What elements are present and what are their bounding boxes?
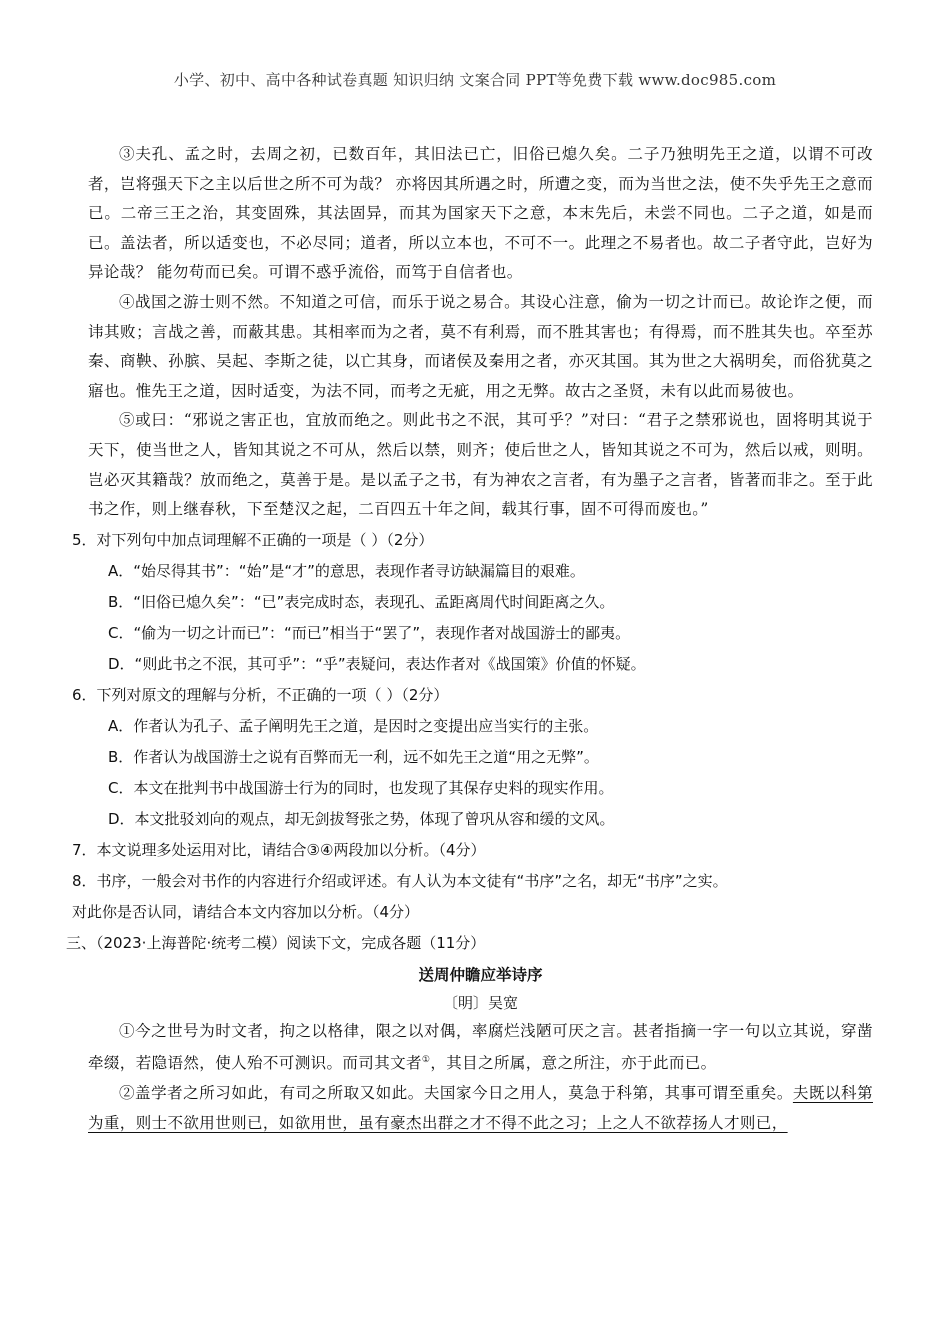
question-6-option-d: D．本文批驳刘向的观点，却无剑拔弩张之势，体现了曾巩从容和缓的文风。 [108,809,615,828]
passage-paragraph-5: ⑤或曰：“邪说之害正也，宜放而绝之。则此书之不泯，其可乎？”对曰：“君子之禁邪说也，固将明其说于天下，使当世之人，皆知其说之不可从，然后以禁，则齐；使后世之人，皆知其说之不可为，然后以戒，则明。岂必灭其籍哉？放而绝之，莫善于是。是以孟子之书，有为神农之言者，有为墨子之言者，皆著而非之。至于此书之作，则上继春秋，下至楚汉之起，二百四五十年之间，载其行事，固不可得而废也。” [88,411,873,519]
document-body [66,140,873,1138]
question-5-stem: 5．对下列句中加点词理解不正确的一项是（ ）（2分） [72,530,434,549]
passage-paragraph-3: ③夫孔、孟之时，去周之初，已数百年，其旧法已亡，旧俗已熄久矣。二子乃独明先王之道，以谓不可改者，岂将强天下之主以后世之所不可为哉？ 亦将因其所遇之时，所遭之变，而为当世之法，使不失乎先王之意而已。二帝三王之治，其变固殊，其法固异，而其为国家天下之意，本末先后，未尝不同也。二子之道，如是而已。盖法者，所以适变也，不必尽同；道者，所以立本也，不可不一。此理之不易者也。故二子者守此，岂好为异论哉？ 能勿苟而已矣。可谓不惑乎流俗，而笃于自信者也。 [88,145,873,282]
question-6-option-c: C．本文在批判书中战国游士行为的同时，也发现了其保存史料的现实作用。 [108,778,614,797]
poem-preface-author: 〔明〕吴宽 [442,993,518,1012]
question-8-line-1: 8．书序，一般会对书作的内容进行介绍或评述。有人认为本文徒有“书序”之名，却无“书序”之实。 [72,871,728,890]
question-5-option-a: A．“始尽得其书”：“始”是“才”的意思，表现作者寻访缺漏篇目的艰难。 [108,561,585,580]
passage-paragraph-4: ④战国之游士则不然。不知道之可信，而乐于说之易合。其设心注意，偷为一切之计而已。故论诈之便，而讳其败；言战之善，而蔽其患。其相率而为之者，莫不有利焉，而不胜其害也；有得焉，而不胜其失也。卒至苏秦、商鞅、孙膑、吴起、李斯之徒，以亡其身，而诸侯及秦用之者，亦灭其国。其为世之大祸明矣，而俗犹莫之寤也。惟先王之道，因时适变，为法不同，而考之无疵，用之无弊。故古之圣贤，未有以此而易彼也。 [88,292,873,400]
question-5-option-d: D．“则此书之不泯，其可乎”：“乎”表疑问，表达作者对《战国策》价值的怀疑。 [108,654,646,673]
question-8-line-2: 对此你是否认同，请结合本文内容加以分析。（4分） [72,902,420,921]
page-header: 小学、初中、高中各种试卷真题 知识归纳 文案合同 PPT等免费下载 www.doc985.com [173,71,777,89]
question-6-option-a: A．作者认为孔子、孟子阐明先王之道，是因时之变提出应当实行的主张。 [108,716,599,735]
question-5-option-c: C．“偷为一切之计而已”：“而已”相当于“罢了”，表现作者对战国游士的鄙夷。 [108,623,631,642]
question-5-option-b: B．“旧俗已熄久矣”：“已”表完成时态，表现孔、孟距离周代时间距离之久。 [108,592,615,611]
question-6-option-b: B．作者认为战国游士之说有百弊而无一利，远不如先王之道“用之无弊”。 [108,747,599,766]
poem-preface-title: 送周仲瞻应举诗序 [418,964,543,984]
section-3-paragraph-2: ②盖学者之所习如此，有司之所取又如此。夫国家今日之用人，莫急于科第，其事可谓至重矣。夫既以科第为重，则士不欲用世则已，如欲用世，虽有豪杰出群之才不得不此之习；上之人不欲荐扬人才则已， [88,1084,873,1132]
section-3-heading: 三、（2023·上海普陀·统考二模）阅读下文，完成各题（11分） [66,933,486,952]
section-3-paragraph-1: ①今之世号为时文者，拘之以格律，限之以对偶，率腐烂浅陋可厌之言。甚者指摘一字一句以立其说，穿凿牵缀，若隐语然，使人殆不可测识。而司其文者①，其目之所属，意之所注，亦于此而已。 [88,1021,873,1073]
underlined-sentence: 夫既以科第为重，则士不欲用世则已，如欲用世，虽有豪杰出群之才不得不此之习；上之人不欲荐扬人才则已， [88,1084,873,1132]
question-7: 7．本文说理多处运用对比，请结合③④两段加以分析。（4分） [72,840,486,859]
footnote-marker: ① [421,1055,431,1066]
question-6-stem: 6．下列对原文的理解与分析，不正确的一项（ ）（2分） [72,685,449,704]
